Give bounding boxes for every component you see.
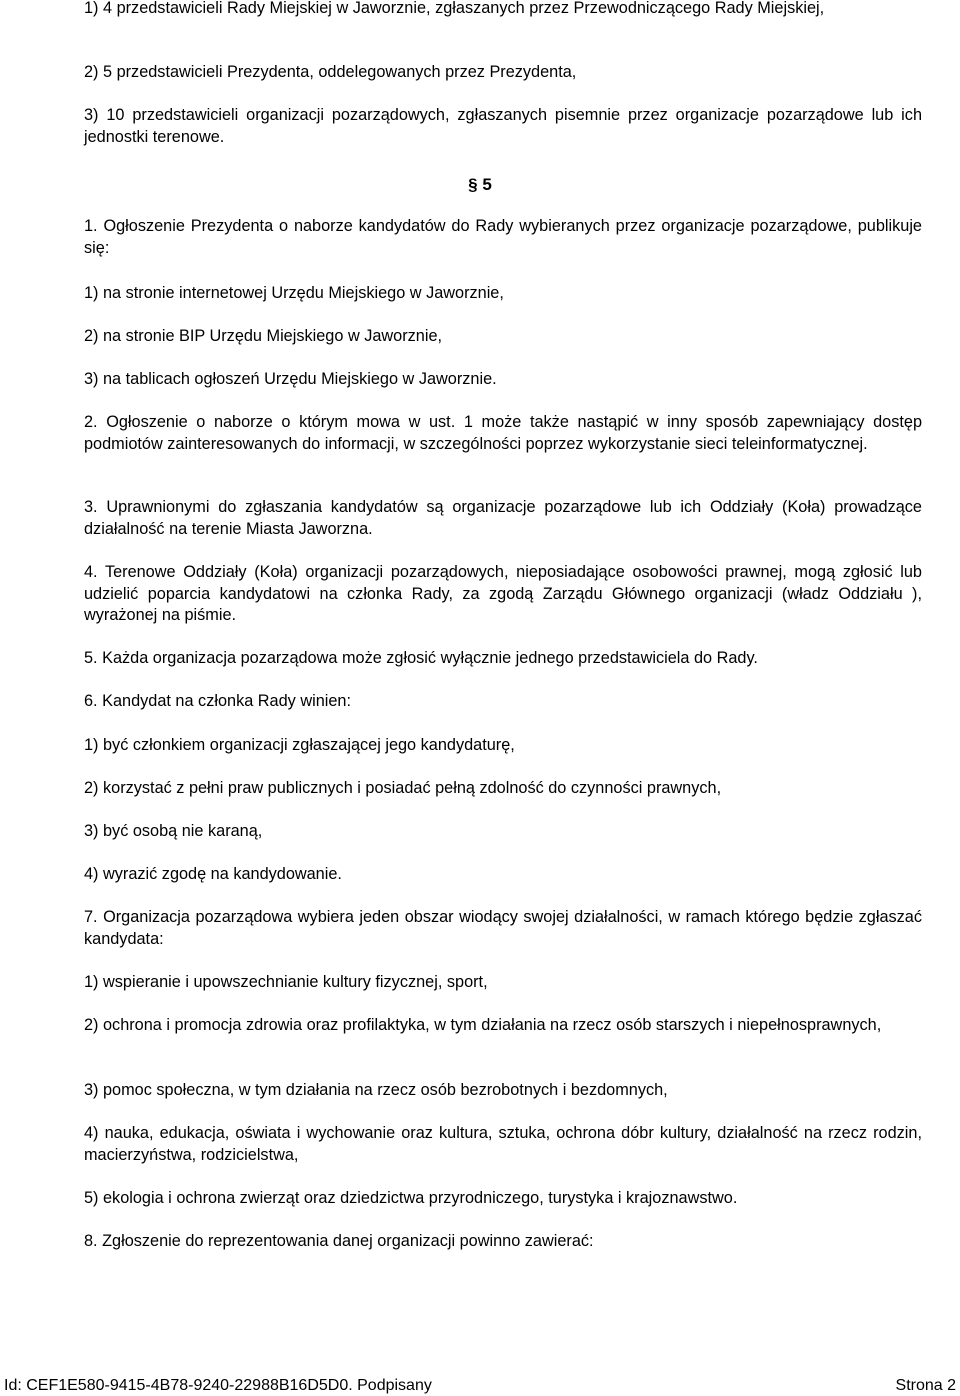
paragraph-organizacje: 3) 10 przedstawicieli organizacji pozarządowych, zgłaszanych pisemnie przez organizacje pozarządowe lub ich jednostki terenowe. — [84, 106, 922, 146]
list-item-zdrowie: 2) ochrona i promocja zdrowia oraz profilaktyka, w tym działania na rzecz osób starszych i niepełnosprawnych, — [84, 1016, 882, 1034]
paragraph-ust-8: 8. Zgłoszenie do reprezentowania danej organizacji powinno zawierać: — [84, 1232, 594, 1250]
list-item-bip: 2) na stronie BIP Urzędu Miejskiego w Jaworznie, — [84, 327, 443, 345]
list-item-prawa-publiczne: 2) korzystać z pełni praw publicznych i posiadać pełną zdolność do czynności prawnych, — [84, 779, 722, 797]
section-heading: § 5 — [468, 175, 492, 194]
paragraph-ust-1: 1. Ogłoszenie Prezydenta o naborze kandydatów do Rady wybieranych przez organizacje pozarządowe, publikuje się: — [84, 217, 922, 257]
paragraph-ust-2: 2. Ogłoszenie o naborze o którym mowa w ust. 1 może także nastąpić w inny sposób zapewniający dostęp podmiotów zainteresowanych do informacji, w szczególności poprzez wykorzystanie sieci teleinformatycznej. — [84, 413, 922, 453]
list-item-tablice: 3) na tablicach ogłoszeń Urzędu Miejskiego w Jaworznie. — [84, 370, 497, 388]
list-item-zgoda: 4) wyrazić zgodę na kandydowanie. — [84, 865, 342, 883]
paragraph-ust-5: 5. Każda organizacja pozarządowa może zgłosić wyłącznie jednego przedstawiciela do Rady. — [84, 649, 758, 667]
list-item-nauka: 4) nauka, edukacja, oświata i wychowanie oraz kultura, sztuka, ochrona dóbr kultury, działalność na rzecz rodzin, macierzyństwa, rodzicielstwa, — [84, 1124, 922, 1164]
list-item-niekarany: 3) być osobą nie karaną, — [84, 822, 263, 840]
paragraph-ust-7: 7. Organizacja pozarządowa wybiera jeden obszar wiodący swojej działalności, w ramach którego będzie zgłaszać kandydata: — [84, 908, 922, 948]
list-item-kultura-fizyczna: 1) wspieranie i upowszechnianie kultury fizycznej, sport, — [84, 973, 488, 991]
list-item-ekologia: 5) ekologia i ochrona zwierząt oraz dziedzictwa przyrodniczego, turystyka i krajoznawstwo. — [84, 1189, 738, 1207]
paragraph-ust-6: 6. Kandydat na członka Rady winien: — [84, 692, 351, 710]
paragraph-ust-4: 4. Terenowe Oddziały (Koła) organizacji pozarządowych, nieposiadające osobowości prawnej, mogą zgłosić lub udzielić poparcia kandydatowi na członka Rady, za zgodą Zarządu Głównego organizacji (władz Oddziału ), wyrażonej na piśmie. — [84, 563, 922, 624]
list-item-czlonek: 1) być członkiem organizacji zgłaszającej jego kandydaturę, — [84, 736, 515, 754]
footer-document-id: Id: CEF1E580-9415-4B78-9240-22988B16D5D0. Podpisany — [4, 1377, 432, 1394]
paragraph-rada-miejska: 1) 4 przedstawicieli Rady Miejskiej w Jaworznie, zgłaszanych przez Przewodniczącego Rady Miejskiej, — [84, 0, 825, 17]
paragraph-ust-3: 3. Uprawnionymi do zgłaszania kandydatów są organizacje pozarządowe lub ich Oddziały (Koła) prowadzące działalność na terenie Miasta Jaworzna. — [84, 498, 922, 538]
list-item-strona-internetowa: 1) na stronie internetowej Urzędu Miejskiego w Jaworznie, — [84, 284, 504, 302]
footer-page-number: Strona 2 — [895, 1377, 956, 1394]
paragraph-prezydent: 2) 5 przedstawicieli Prezydenta, oddelegowanych przez Prezydenta, — [84, 63, 577, 81]
list-item-pomoc-spoleczna: 3) pomoc społeczna, w tym działania na rzecz osób bezrobotnych i bezdomnych, — [84, 1081, 668, 1099]
